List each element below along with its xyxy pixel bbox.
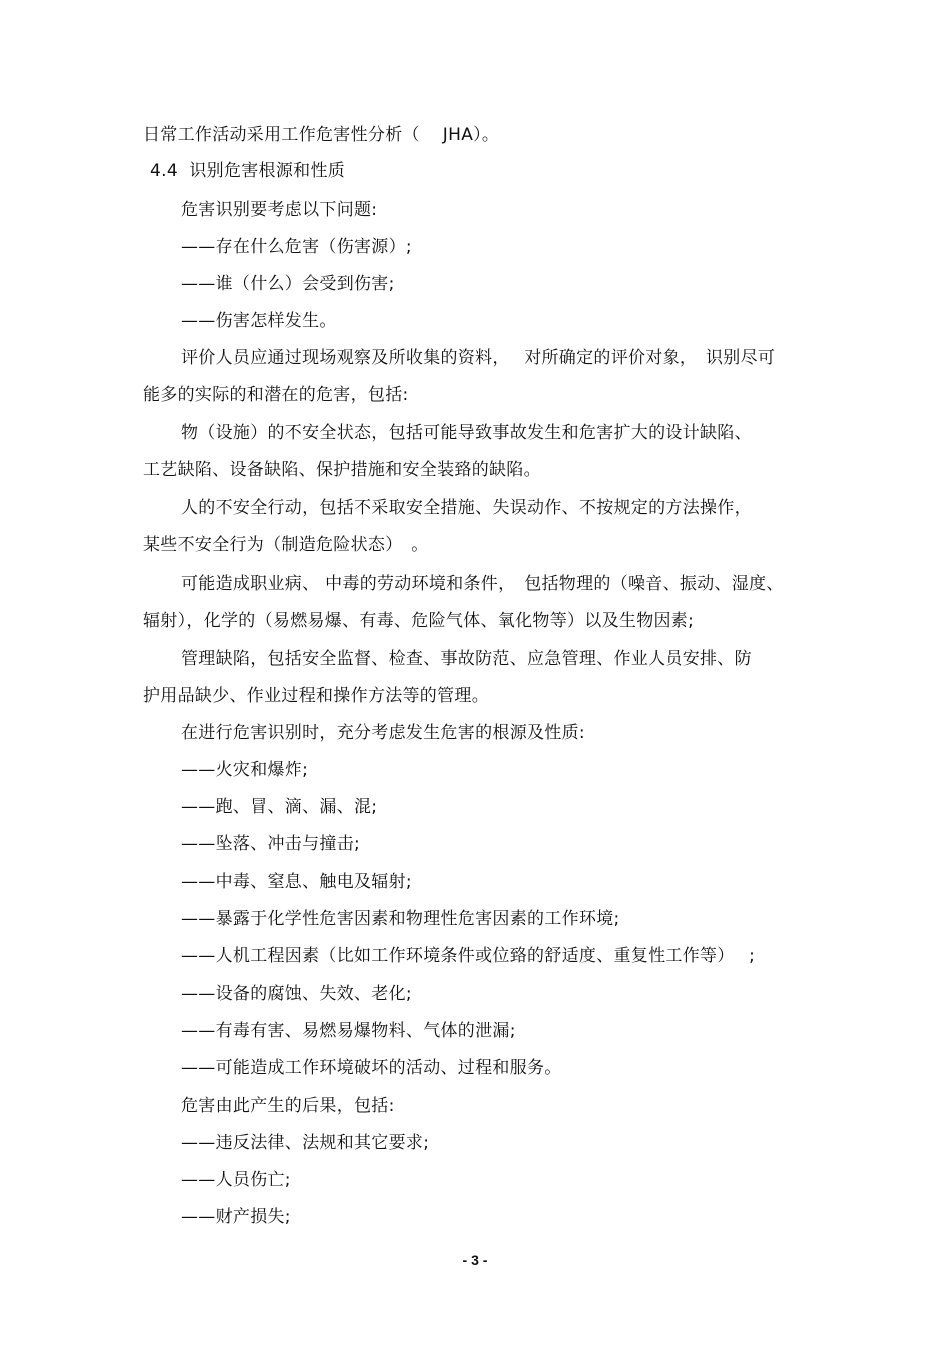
list-item: ——设备的腐蚀、失效、老化;: [181, 984, 412, 1004]
list-item: ——坠落、冲击与撞击;: [181, 834, 361, 854]
list-item: ——谁（什么）会受到伤害;: [181, 274, 395, 294]
list-item: ——伤害怎样发生。: [181, 311, 337, 331]
list-item: ——存在什么危害（伤害源）;: [181, 237, 412, 257]
paragraph-line: 辐射），化学的（易燃易爆、有毒、危险气体、氧化物等）以及生物因素;: [143, 611, 695, 631]
paragraph-line: 管理缺陷，包括安全监督、检查、事故防范、应急管理、作业人员安排、防: [181, 649, 752, 669]
page-number: - 3 -: [462, 1252, 488, 1268]
paragraph-line: 某些不安全行为（制造危险状态） 。: [143, 535, 429, 555]
list-item: ——有毒有害、易燃易爆物料、气体的泄漏;: [181, 1021, 516, 1041]
paragraph-line: 危害由此产生的后果，包括:: [181, 1096, 395, 1116]
list-item: ——人机工程因素（比如工作环境条件或位臵的舒适度、重复性工作等） ;: [181, 946, 756, 966]
list-item: ——财产损失;: [181, 1207, 291, 1227]
paragraph-line: 可能造成职业病、 中毒的劳动环境和条件， 包括物理的（噪音、振动、湿度、: [181, 574, 784, 594]
section-heading-4-4: 4.4 识别危害根源和性质: [150, 161, 346, 181]
list-item: ——火灾和爆炸;: [181, 760, 309, 780]
paragraph-line: 能多的实际的和潜在的危害，包括:: [143, 385, 409, 405]
list-item: ——跑、冒、滴、漏、混;: [181, 797, 378, 817]
intro-line-jha: 日常工作活动采用工作危害性分析（ JHA）。: [143, 125, 500, 145]
paragraph-line: 评价人员应通过现场观察及所收集的资料， 对所确定的评价对象， 识别尽可: [181, 348, 776, 368]
list-item: ——违反法律、法规和其它要求;: [181, 1133, 430, 1153]
paragraph-line: 工艺缺陷、设备缺陷、保护措施和安全装臵的缺陷。: [143, 460, 541, 480]
list-item: ——可能造成工作环境破坏的活动、过程和服务。: [181, 1058, 562, 1078]
paragraph-line: 人的不安全行动，包括不采取安全措施、失误动作、不按规定的方法操作，: [181, 498, 752, 518]
list-item: ——中毒、窒息、触电及辐射;: [181, 872, 412, 892]
paragraph-line: 护用品缺少、作业过程和操作方法等的管理。: [143, 686, 489, 706]
paragraph-line: 在进行危害识别时，充分考虑发生危害的根源及性质:: [181, 723, 585, 743]
paragraph-line: 危害识别要考虑以下问题:: [181, 200, 378, 220]
list-item: ——暴露于化学性危害因素和物理性危害因素的工作环境;: [181, 909, 620, 929]
paragraph-line: 物（设施）的不安全状态，包括可能导致事故发生和危害扩大的设计缺陷、: [181, 423, 752, 443]
list-item: ——人员伤亡;: [181, 1170, 291, 1190]
